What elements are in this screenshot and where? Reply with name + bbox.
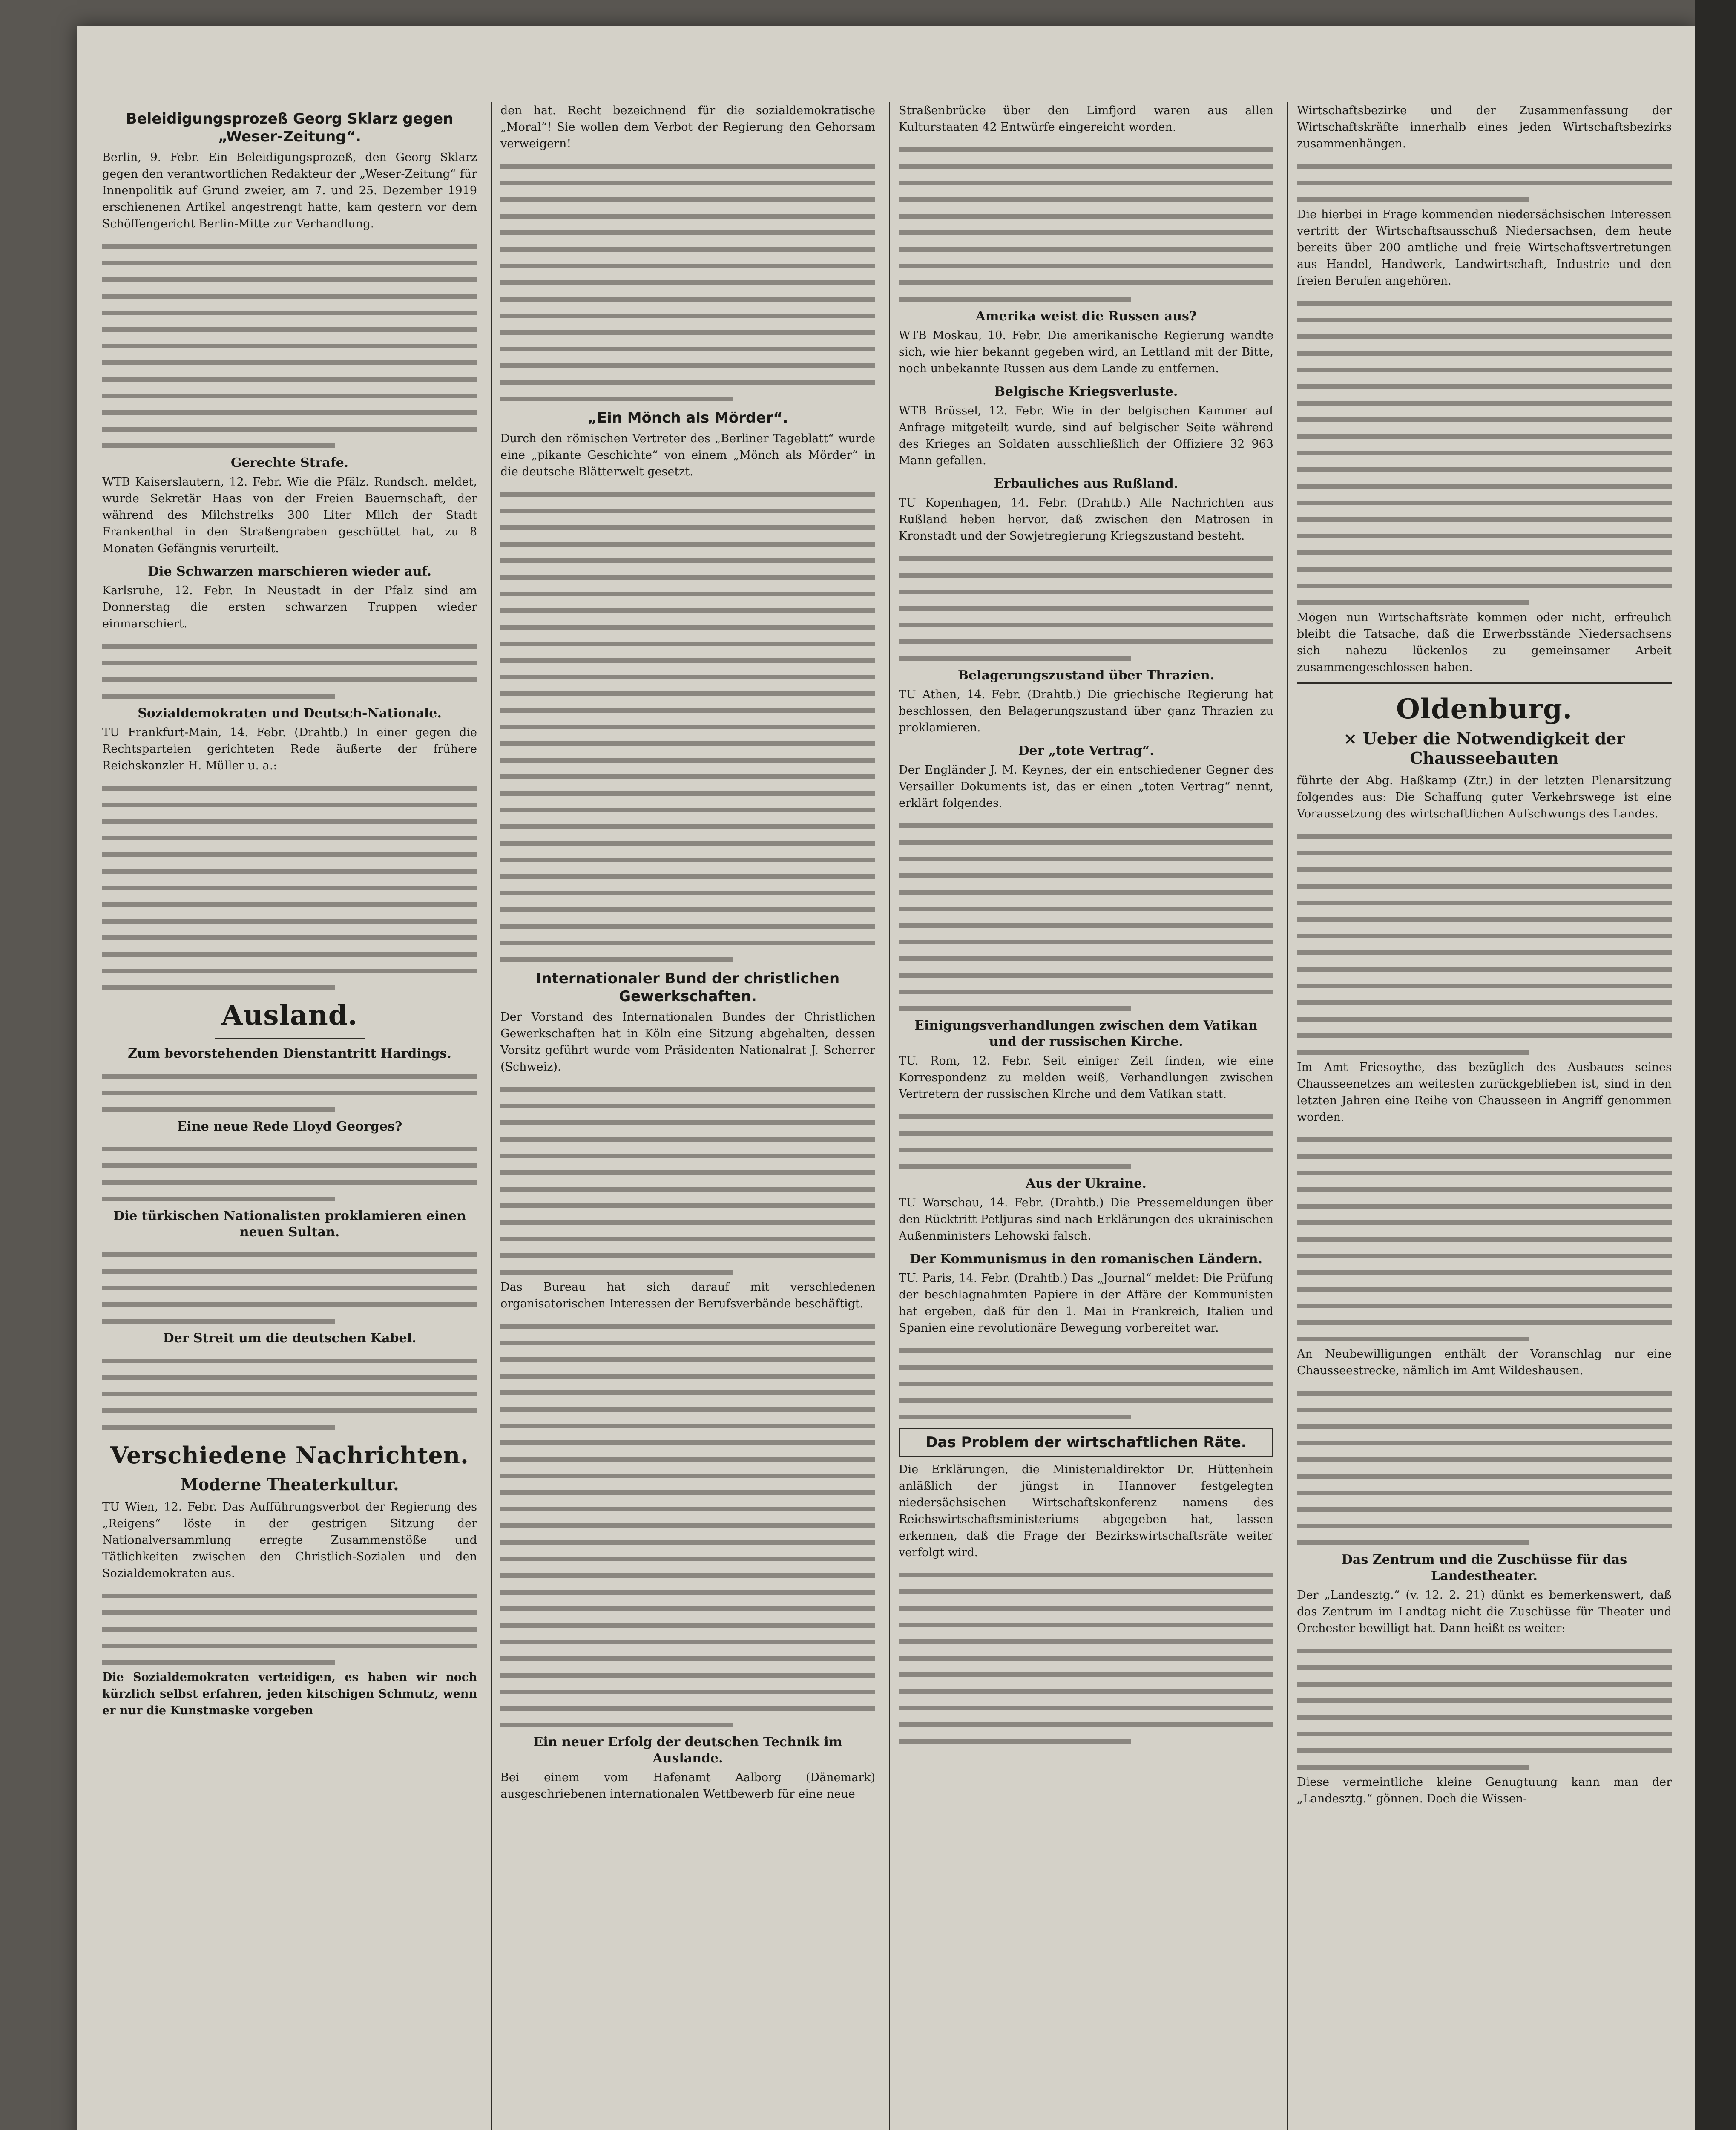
headline-sklarz: Beleidigungsprozeß Georg Sklarz gegen „Weser-Zeitung“. <box>126 110 454 145</box>
headline-russland: Erbauliches aus Rußland. <box>994 476 1178 491</box>
subhead-theaterkultur: Moderne Theaterkultur. <box>180 1475 399 1494</box>
text-lines <box>1297 1391 1672 1545</box>
article-sklarz: Berlin, 9. Febr. Ein Beleidigungsprozeß, den Georg Sklarz gegen den verantwortlichen Redakteur der „Weser-Zeitung“ für Innenpolitik auf Grund zweier, am 7. und 25. Dezember 1919 erschienenen Artikel angestrengt hatte, kam gestern vor dem Schöffengericht Berlin-Mitte zur Verhandlung. <box>102 151 477 230</box>
article-raete: Die Erklärungen, die Ministerialdirektor Dr. Hüttenhein anläßlich der jüngst in Hannover festgelegten niedersächsischen Wirtschaftskonferenz namens des Reichswirtschaftsministeriums abgegeben hat, lassen erkennen, daß die Frage der Bezirkswirtschaftsräte weiter verfolgt wird. <box>899 1463 1273 1559</box>
article-landestheater: Der „Landesztg.“ (v. 12. 2. 21) dünkt es bemerkenswert, daß das Zentrum im Landtag nicht die Zuschüsse für Theater und Orchester bewilligt hat. Dann heißt es weiter: <box>1297 1589 1672 1635</box>
article-belgien: WTB Brüssel, 12. Febr. Wie in der belgischen Kammer auf Anfrage mitgeteilt wurde, sind auf belgischer Seite während des Krieges an Soldaten ausschließlich der Offiziere 32 963 Mann gefallen. <box>899 404 1273 467</box>
article-moral: den hat. Recht bezeichnend für die sozialdemokratische „Moral“! Sie wollen dem Verbot der Regierung den Gehorsam verweigern! <box>500 104 875 150</box>
headline-lloyd-george: Eine neue Rede Lloyd Georges? <box>177 1119 402 1134</box>
article-theaterkultur: TU Wien, 12. Febr. Das Aufführungsverbot der Regierung des „Reigens“ löste in der gestrigen Sitzung der Nationalversammlung erregte Zusammenstöße und Tätlichkeiten zwischen den Christlich-Sozialen und den Sozialdemokraten aus. <box>102 1500 477 1580</box>
text-lines <box>102 644 477 699</box>
article-bureau: Das Bureau hat sich darauf mit verschiedenen organisatorischen Interessen der Berufsverbände beschäftigt. <box>500 1281 875 1310</box>
text-lines <box>899 1573 1273 1744</box>
headline-sozialdemokraten: Sozialdemokraten und Deutsch-Nationale. <box>138 706 442 721</box>
headline-gewerkschaften: Internationaler Bund der christlichen Gewerkschaften. <box>536 970 840 1005</box>
article-amerika: WTB Moskau, 10. Febr. Die amerikanische Regierung wandte sich, wie hier bekannt gegeben wird, an Lettland mit der Bitte, noch unbekannte Russen aus dem Lande zu entfernen. <box>899 329 1273 375</box>
headline-technik: Ein neuer Erfolg der deutschen Technik im Auslande. <box>533 1735 842 1766</box>
boxed-headline <box>899 1428 1273 1457</box>
subhead-chausseebauten: × Ueber die Notwendigkeit der Chausseebauten <box>1343 729 1625 768</box>
divider <box>215 1038 365 1039</box>
article-bruecke: Straßenbrücke über den Limfjord waren aus allen Kulturstaaten 42 Entwürfe eingereicht worden. <box>899 104 1273 134</box>
text-lines <box>1297 1137 1672 1341</box>
article-technik: Bei einem vom Hafenamt Aalborg (Dänemark) ausgeschriebenen internationalen Wettbewerb für eine neue <box>500 1771 875 1801</box>
article-thrazien: TU Athen, 14. Febr. (Drahtb.) Die griechische Regierung hat beschlossen, den Belagerungszustand über ganz Thrazien zu proklamieren. <box>899 688 1273 734</box>
column-1 <box>102 102 477 2130</box>
section-oldenburg: Oldenburg. <box>1396 693 1573 725</box>
headline-kommunismus: Der Kommunismus in den romanischen Ländern. <box>909 1252 1263 1266</box>
headline-schwarzen: Die Schwarzen marschieren wieder auf. <box>148 564 431 579</box>
text-lines <box>1297 301 1672 605</box>
text-lines <box>1297 834 1672 1055</box>
column-rule <box>889 102 890 2130</box>
text-lines <box>899 823 1273 1011</box>
article-ukraine: TU Warschau, 14. Febr. (Drahtb.) Die Pressemeldungen über den Rücktritt Petljuras sind nach Erklärungen des ukrainischen Außenministers Lehowski falsch. <box>899 1196 1273 1243</box>
headline-raete: Das Problem der wirtschaftlichen Räte. <box>925 1434 1247 1451</box>
article-schwarzen: Karlsruhe, 12. Febr. In Neustadt in der Pfalz sind am Donnerstag die ersten schwarzen Truppen wieder einmarschiert. <box>102 584 477 630</box>
headline-landestheater: Das Zentrum und die Zuschüsse für das Landestheater. <box>1341 1552 1627 1583</box>
headline-belgien: Belgische Kriegsverluste. <box>994 384 1178 399</box>
article-sozialdemokraten: TU Frankfurt-Main, 14. Febr. (Drahtb.) In einer gegen die Rechtsparteien gerichteten Rede äußerte der frühere Reichskanzler H. Müller u. a.: <box>102 726 477 772</box>
article-sozialdemokraten-kunst: Die Sozialdemokraten verteidigen, es haben wir noch kürzlich selbst erfahren, jeden kitschigen Schmutz, wenn er nur die Kunstmaske vorgeben <box>102 1671 477 1717</box>
column-2 <box>500 102 875 2130</box>
text-lines <box>500 492 875 962</box>
text-lines <box>1297 164 1672 202</box>
column-rule <box>491 102 492 2130</box>
article-gewerkschaften: Der Vorstand des Internationalen Bundes der Christlichen Gewerkschaften hat in Köln eine Sitzung abgehalten, dessen Vorsitz geführt wurde vom Präsidenten Nationalrat J. Scherrer (Schweiz). <box>500 1010 875 1074</box>
headline-thrazien: Belagerungszustand über Thrazien. <box>957 668 1215 683</box>
text-lines <box>500 1087 875 1275</box>
column-3 <box>899 102 1273 2130</box>
text-lines <box>899 1114 1273 1169</box>
text-lines <box>102 1074 477 1112</box>
text-lines <box>102 244 477 448</box>
article-genugtuung: Diese vermeintliche kleine Genugtuung kann man der „Landesztg.“ gönnen. Doch die Wissen- <box>1297 1776 1672 1805</box>
article-niedersachsen: Die hierbei in Frage kommenden niedersächsischen Interessen vertritt der Wirtschaftsausschuß Niedersachsen, dem heute bereits über 200 amtliche und freie Wirtschaftsvertretungen aus Handel, Handwerk, Landwirtschaft, Industrie und den freien Berufen angehören. <box>1297 208 1672 288</box>
headline-harding: Zum bevorstehenden Dienstantritt Hardings. <box>128 1046 451 1061</box>
headline-strafe: Gerechte Strafe. <box>230 455 349 470</box>
article-wirtschaftsbezirke: Wirtschaftsbezirke und der Zusammenfassung der Wirtschaftskräfte innerhalb eines jeden Wirtschaftsbezirks zusammenhängen. <box>1297 104 1672 150</box>
article-vatikan: TU. Rom, 12. Febr. Seit einiger Zeit finden, wie eine Korrespondenz zu melden weiß, Verhandlungen zwischen Vertretern der russischen Kirche und dem Vatikan statt. <box>899 1054 1273 1101</box>
headline-vertrag: Der „tote Vertrag“. <box>1018 743 1154 758</box>
text-lines <box>102 1594 477 1665</box>
text-lines <box>899 147 1273 302</box>
divider <box>1297 682 1672 684</box>
text-lines <box>899 556 1273 661</box>
article-strafe: WTB Kaiserslautern, 12. Febr. Wie die Pfälz. Rundsch. meldet, wurde Sekretär Haas von der Freien Bauernschaft, der während des Milchstreiks 300 Liter Milch der Stadt Frankenthal in den Straßengraben geschüttet hat, zu 8 Monaten Gefängnis verurteilt. <box>102 475 477 555</box>
newspaper-page <box>77 26 1695 2130</box>
columns <box>102 102 1678 2130</box>
article-moench: Durch den römischen Vertreter des „Berliner Tageblatt“ wurde eine „pikante Geschichte“ von einem „Mönch als Mörder“ in die deutsche Blätterwelt gesetzt. <box>500 432 875 478</box>
section-ausland: Ausland. <box>221 999 358 1031</box>
headline-sultan: Die türkischen Nationalisten proklamieren einen neuen Sultan. <box>113 1209 466 1240</box>
article-vertrag: Der Engländer J. M. Keynes, der ein entschiedener Gegner des Versailler Dokuments ist, das er einen „toten Vertrag“ nennt, erklärt folgendes. <box>899 763 1273 810</box>
headline-ukraine: Aus der Ukraine. <box>1026 1176 1147 1191</box>
article-friesoythe: Im Amt Friesoythe, das bezüglich des Ausbaues seines Chausseenetzes am weitesten zurückgeblieben ist, sind in den letzten Jahren eine Reihe von Chausseen in Angriff genommen worden. <box>1297 1061 1672 1124</box>
article-kommunismus: TU. Paris, 14. Febr. (Drahtb.) Das „Journal“ meldet: Die Prüfung der beschlagnahmten Papiere in der Affäre der Kommunisten hat ergeben, daß für den 1. Mai in Frankreich, Italien und Spanien eine revolutionäre Bewegung vorbereitet war. <box>899 1272 1273 1335</box>
headline-vatikan: Einigungsverhandlungen zwischen dem Vatikan und der russischen Kirche. <box>914 1018 1258 1049</box>
article-neubewilligungen: An Neubewilligungen enthält der Voranschlag nur eine Chausseestrecke, nämlich im Amt Wildeshausen. <box>1297 1347 1672 1377</box>
text-lines <box>500 1324 875 1727</box>
text-lines <box>102 1359 477 1430</box>
column-rule <box>1287 102 1288 2130</box>
headline-amerika: Amerika weist die Russen aus? <box>975 309 1197 324</box>
text-lines <box>899 1348 1273 1419</box>
text-lines <box>102 1147 477 1201</box>
headline-moench: „Ein Mönch als Mörder“. <box>587 409 788 426</box>
section-nachrichten: Verschiedene Nachrichten. <box>110 1442 469 1469</box>
text-lines <box>102 1252 477 1324</box>
headline-kabel: Der Streit um die deutschen Kabel. <box>163 1331 417 1346</box>
text-lines <box>500 164 875 401</box>
article-russland: TU Kopenhagen, 14. Febr. (Drahtb.) Alle Nachrichten aus Rußland heben hervor, daß zwischen den Matrosen in Kronstadt und der Sowjetregierung Kriegszustand besteht. <box>899 496 1273 543</box>
text-lines <box>102 786 477 990</box>
column-4 <box>1297 102 1672 2130</box>
text-lines <box>1297 1649 1672 1770</box>
scan-edge <box>1695 0 1736 2130</box>
article-chausseebauten: führte der Abg. Haßkamp (Ztr.) in der letzten Plenarsitzung folgendes aus: Die Schaffung guter Verkehrswege ist eine Voraussetzung des wirtschaftlichen Aufschwungs des Landes. <box>1297 774 1672 820</box>
article-erwerbsstaende: Mögen nun Wirtschaftsräte kommen oder nicht, erfreulich bleibt die Tatsache, daß die Erwerbsstände Niedersachsens sich nahezu lückenlos zu gemeinsamer Arbeit zusammengeschlossen haben. <box>1297 611 1672 674</box>
